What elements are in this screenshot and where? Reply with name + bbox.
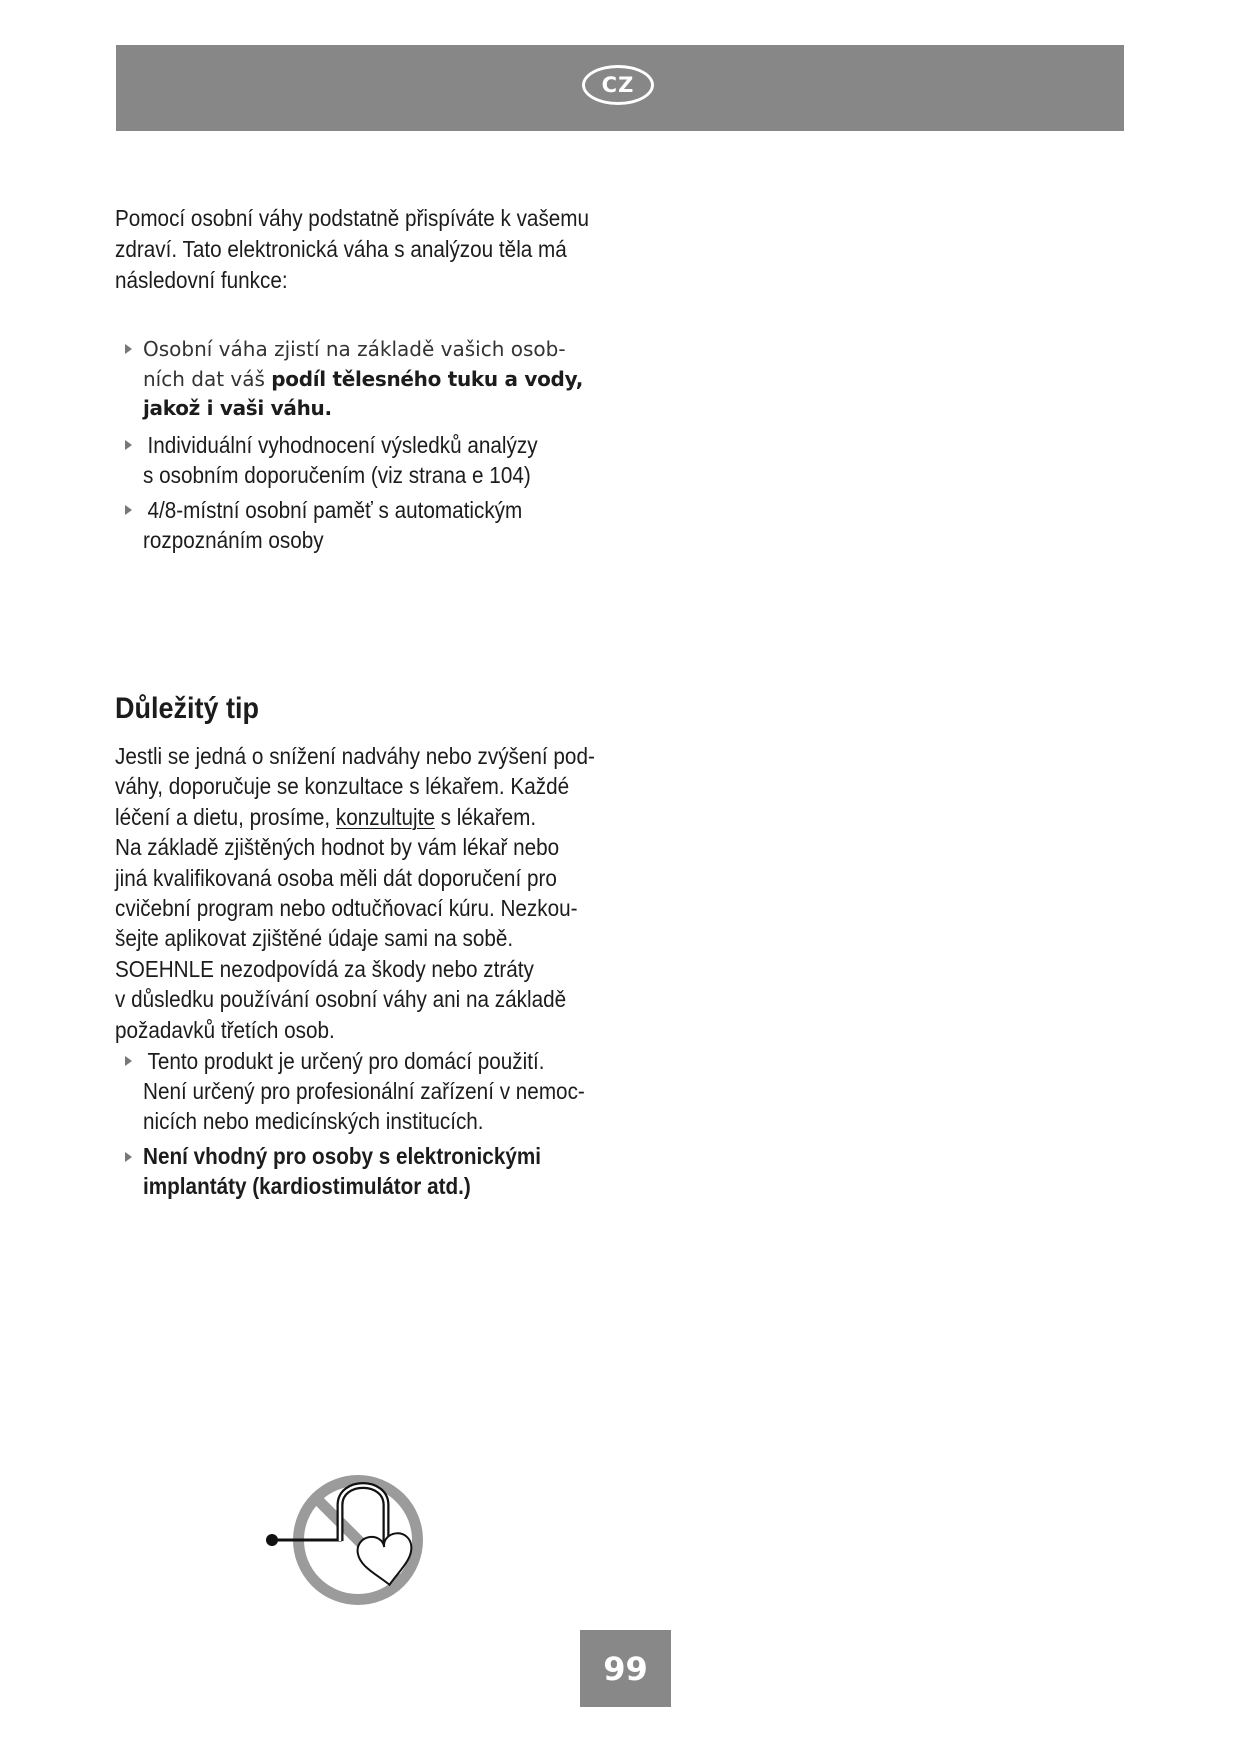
header-bar (116, 45, 1124, 131)
tip-note-text (143, 1141, 541, 1201)
tip-line (115, 802, 595, 832)
feature-line: 4/8-místní osobní paměť s automatickým (147, 497, 523, 523)
tip-line: v důsledku používání osobní váhy ani na základě (115, 986, 567, 1013)
feature-line: s osobním doporučením (viz strana e 104) (143, 462, 531, 488)
feature-line (143, 365, 583, 395)
bullet-arrow-icon (125, 1152, 132, 1162)
tip-note-line: nicích nebo medicínských institucích. (143, 1108, 484, 1134)
feature-line-regular: ních dat váš (143, 366, 272, 391)
pacemaker-prohibited-icon (255, 1465, 445, 1625)
page-number-box (580, 1630, 671, 1707)
tip-line-underlined-word: konzultujte (335, 803, 435, 830)
tip-note-text (143, 1046, 585, 1136)
tip-note (143, 1046, 634, 1136)
tip-line-part: s lékařem. (434, 803, 537, 830)
bullet-arrow-icon (125, 344, 132, 354)
language-badge (582, 65, 654, 105)
tip-line: váhy, doporučuje se konzultace s lékařem. Každé (115, 773, 570, 800)
language-badge-label: CZ (601, 73, 635, 97)
tip-heading: Důležitý tip (115, 692, 260, 725)
tip-line: Na základě zjištěných hodnot by vám lékař nebo (115, 834, 560, 861)
feature-line: Individuální vyhodnocení výsledků analýzy (147, 432, 538, 458)
tip-line: cvičební program nebo odtučňovací kúru. Nezkou- (115, 895, 578, 922)
bullet-arrow-icon (125, 505, 132, 515)
intro-line: Pomocí osobní váhy podstatně přispíváte k vašemu (115, 205, 590, 231)
bullet-arrow-icon (125, 440, 132, 450)
tip-note-line: implantáty (kardiostimulátor atd.) (143, 1173, 471, 1199)
feature-line-bold: jakož i vaši váhu. (143, 396, 332, 420)
intro-line: zdraví. Tato elektronická váha s analýzou těla má (115, 236, 567, 262)
feature-line: Osobní váha zjistí na základě vašich osob- (143, 337, 566, 361)
feature-item (143, 430, 581, 490)
tip-line: jiná kvalifikovaná osoba měli dát doporučení pro (115, 864, 557, 891)
tip-note-line: Není určený pro profesionální zařízení v nemoc- (143, 1078, 585, 1104)
feature-item (143, 335, 583, 424)
feature-line (143, 394, 583, 424)
feature-text (143, 495, 522, 555)
pacemaker-lead-tip (266, 1534, 278, 1546)
tip-note-warning (143, 1141, 585, 1201)
tip-line: Jestli se jedná o snížení nadváhy nebo zvýšení pod- (115, 743, 595, 769)
page-number: 99 (603, 1649, 648, 1688)
feature-text (143, 430, 538, 490)
tip-line: požadavků třetích osob. (115, 1016, 335, 1043)
intro-line: následovní funkce: (115, 267, 288, 293)
tip-note-line: Tento produkt je určený pro domácí použití. (147, 1048, 545, 1074)
tip-line-part: léčení a dietu, prosíme, (115, 803, 336, 830)
tip-note-line: Není vhodný pro osoby s elektronickými (143, 1143, 542, 1169)
tip-line: šejte aplikovat zjištěné údaje sami na sobě. (115, 925, 514, 952)
feature-line: rozpoznáním osoby (143, 527, 324, 553)
bullet-arrow-icon (125, 1056, 132, 1066)
feature-text (143, 335, 583, 424)
tip-paragraph (115, 741, 595, 1045)
tip-line: SOEHNLE nezodpovídá za škody nebo ztráty (115, 955, 534, 982)
intro-paragraph (115, 203, 589, 296)
feature-line-bold: podíl tělesného tuku a vody, (271, 366, 584, 391)
feature-item (143, 495, 564, 555)
